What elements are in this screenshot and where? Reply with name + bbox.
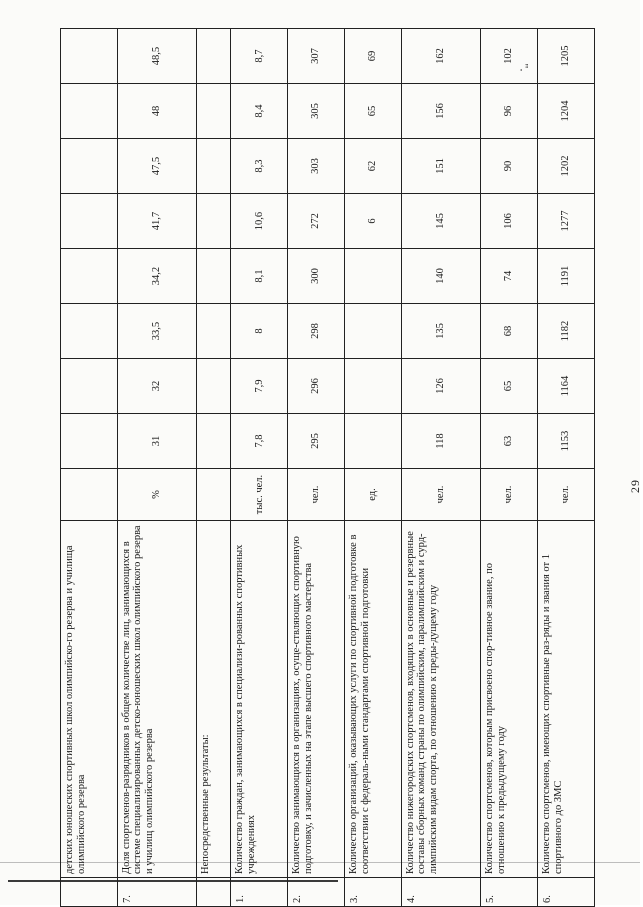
value-cell [61, 249, 118, 304]
unit-cell: тыс. чел. [231, 469, 288, 521]
row-number: 6. [538, 878, 595, 907]
unit-cell: чел. [288, 469, 345, 521]
value-cell: 1153 [538, 414, 595, 469]
value-cell [197, 139, 231, 194]
value-cell: 74 [481, 249, 538, 304]
value-cell: 62 [345, 139, 402, 194]
rotated-content [60, 28, 642, 903]
row-number: 2. [288, 878, 345, 907]
value-cell: 1164 [538, 359, 595, 414]
value-cell: 69 [345, 29, 402, 84]
value-cell: 298 [288, 304, 345, 359]
value-cell: 47,5 [117, 139, 196, 194]
closing-quote: ". [517, 63, 532, 72]
table-row [117, 29, 196, 907]
value-cell [61, 194, 118, 249]
value-cell: 48,5 [117, 29, 196, 84]
value-cell: 118 [401, 414, 480, 469]
value-cell [61, 84, 118, 139]
value-cell: 63 [481, 414, 538, 469]
value-cell: 106 [481, 194, 538, 249]
table-row [401, 29, 480, 907]
value-cell [197, 194, 231, 249]
unit-cell [197, 469, 231, 521]
unit-cell [61, 469, 118, 521]
value-cell [61, 414, 118, 469]
value-cell: 102 [481, 29, 538, 84]
value-cell: 126 [401, 359, 480, 414]
unit-cell: чел. [401, 469, 480, 521]
value-cell: 296 [288, 359, 345, 414]
value-cell: 8,1 [231, 249, 288, 304]
indicators-table [60, 28, 595, 907]
value-cell: 1191 [538, 249, 595, 304]
value-cell: 8,3 [231, 139, 288, 194]
indicator-name: Количество нижегородских спортсменов, входящих в основные и резервные составы сборных команд страны по олимпийским, паралимпийским и сурд-лимпийским видам спорта, по отношению к преды-дущему году [401, 521, 480, 878]
value-cell [197, 29, 231, 84]
value-cell: 65 [481, 359, 538, 414]
value-cell: 272 [288, 194, 345, 249]
row-number: 5. [481, 878, 538, 907]
value-cell [345, 359, 402, 414]
value-cell: 305 [288, 84, 345, 139]
table-row [288, 29, 345, 907]
value-cell: 90 [481, 139, 538, 194]
value-cell [197, 304, 231, 359]
value-cell [197, 84, 231, 139]
row-number: 3. [345, 878, 402, 907]
value-cell: 307 [288, 29, 345, 84]
value-cell: 32 [117, 359, 196, 414]
value-cell: 151 [401, 139, 480, 194]
value-cell: 8,4 [231, 84, 288, 139]
value-cell: 48 [117, 84, 196, 139]
unit-cell: ед. [345, 469, 402, 521]
value-cell [61, 359, 118, 414]
indicator-name: Количество организаций, оказывающих услуги по спортивной подготовке в соответствии с федераль-ными стандартами спортивной подготовки [345, 521, 402, 878]
value-cell: 1205 [538, 29, 595, 84]
row-number: 1. [231, 878, 288, 907]
unit-cell: чел. [538, 469, 595, 521]
value-cell: 8 [231, 304, 288, 359]
value-cell: 145 [401, 194, 480, 249]
value-cell: 41,7 [117, 194, 196, 249]
indicator-name: детских юношеских спортивных школ олимпийско-го резерва и училища олимпийского резерва [61, 521, 118, 878]
value-cell: 33,5 [117, 304, 196, 359]
indicator-name: Непосредственные результаты: [197, 521, 231, 878]
row-number [61, 878, 118, 907]
row-number: 7. [117, 878, 196, 907]
table-row [231, 29, 288, 907]
table-row [345, 29, 402, 907]
value-cell: 156 [401, 84, 480, 139]
value-cell: 65 [345, 84, 402, 139]
table-row [61, 29, 118, 907]
indicator-name: Доля спортсменов-разрядников в общем количестве лиц, занимающихся в системе специализированных детско-юношеских школ олимпийского резерва и училищ олимпийского резерва [117, 521, 196, 878]
value-cell: 1182 [538, 304, 595, 359]
value-cell: 7,9 [231, 359, 288, 414]
table-row [538, 29, 595, 907]
value-cell: 10,6 [231, 194, 288, 249]
value-cell [345, 304, 402, 359]
value-cell [61, 304, 118, 359]
value-cell: 303 [288, 139, 345, 194]
value-cell: 1204 [538, 84, 595, 139]
value-cell [345, 414, 402, 469]
value-cell: 1277 [538, 194, 595, 249]
indicator-name: Количество граждан, занимающихся в специализи-рованных спортивных учреждениях [231, 521, 288, 878]
row-number [197, 878, 231, 907]
value-cell: 1202 [538, 139, 595, 194]
value-cell [197, 359, 231, 414]
row-number: 4. [401, 878, 480, 907]
value-cell: 6 [345, 194, 402, 249]
value-cell: 140 [401, 249, 480, 304]
unit-cell: чел. [481, 469, 538, 521]
indicator-name: Количество занимающихся в организациях, осуще-ствляющих спортивную подготовку, и зачисленных на этапе высшего спортивного мастерства [288, 521, 345, 878]
value-cell: 8,7 [231, 29, 288, 84]
value-cell [197, 249, 231, 304]
table-row [481, 29, 538, 907]
value-cell [61, 29, 118, 84]
value-cell: 300 [288, 249, 345, 304]
value-cell [197, 414, 231, 469]
indicator-name: Количество спортсменов, которым присвоено спор-тивное звание, по отношению к предыдущему году [481, 521, 538, 878]
value-cell: 162 [401, 29, 480, 84]
value-cell: 34,2 [117, 249, 196, 304]
unit-cell: % [117, 469, 196, 521]
value-cell: 295 [288, 414, 345, 469]
value-cell: 96 [481, 84, 538, 139]
indicator-name: Количество спортсменов, имеющих спортивные раз-ряды и звания от 1 спортивного до ЗМС [538, 521, 595, 878]
value-cell: 135 [401, 304, 480, 359]
value-cell: 31 [117, 414, 196, 469]
value-cell: 68 [481, 304, 538, 359]
table-row [197, 29, 231, 907]
value-cell [61, 139, 118, 194]
page-number: 29 [628, 479, 642, 493]
value-cell [345, 249, 402, 304]
value-cell: 7,8 [231, 414, 288, 469]
